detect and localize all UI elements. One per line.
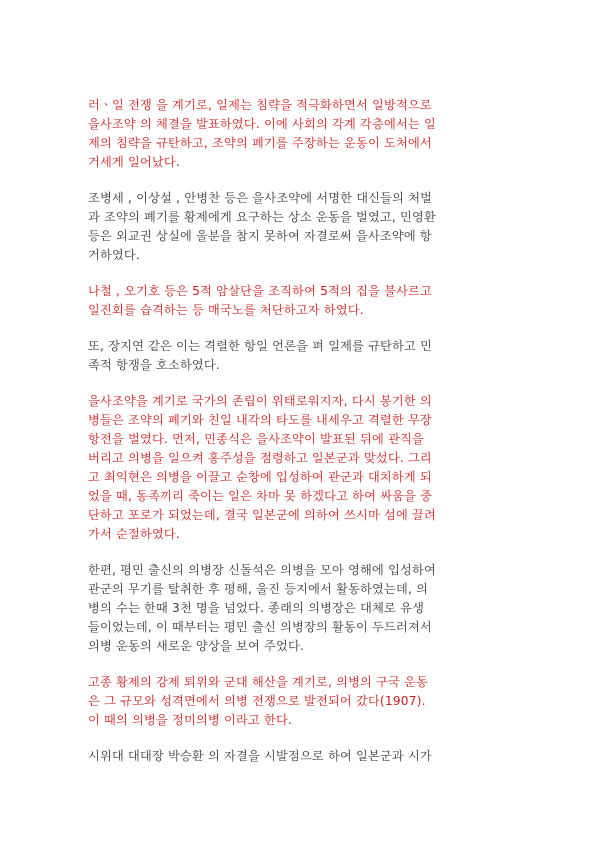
paragraph-commoner-leader: [88, 561, 525, 656]
text-line: 은 그 규모와 성격면에서 의병 전쟁으로 발전되어 갔다(1907).: [88, 694, 426, 708]
text-line: 을사조약 의 체결을 발표하였다. 이에 사회의 각계 각층에서는 일: [88, 117, 436, 131]
text-line: 병의 수는 한때 3천 명을 넘었다. 종래의 의병장은 대체로 유생: [88, 601, 425, 615]
paragraph-petition-movement: [88, 189, 525, 265]
text-line: 거세게 일어났다.: [88, 155, 180, 169]
text-line: 버리고 의병을 일으켜 홍주성을 점령하고 일본군과 맞섰다. 그리: [88, 451, 432, 465]
text-line: 의병 운동의 새로운 양상을 보여 주었다.: [88, 639, 305, 653]
text-line: 한편, 평민 출신의 의병장 신돌석은 의병을 모아 영해에 입성하여: [88, 563, 436, 577]
text-line: 가서 순절하였다.: [88, 527, 180, 541]
text-line: 과 조약의 폐기를 황제에게 요구하는 상소 운동을 벌였고, 민영환: [88, 210, 436, 224]
text-line: 었을 때, 동족끼리 죽이는 일은 차마 못 하겠다고 하여 싸움을 중: [88, 489, 433, 503]
text-line: 등은 외교권 상실에 울분을 참지 못하여 자결로써 을사조약에 항: [88, 229, 432, 243]
text-line: 일진회를 습격하는 등 매국노를 처단하고자 하였다.: [88, 303, 364, 317]
text-line: 족적 항쟁을 호소하였다.: [88, 358, 220, 372]
text-line: 고 최익현은 의병을 이끌고 순창에 입성하여 관군과 대치하게 되: [88, 470, 432, 484]
text-line: 고종 황제의 강제 퇴위와 군대 해산을 계기로, 의병의 구국 운동: [88, 675, 429, 689]
text-line: 러ㆍ일 전쟁 을 계기로, 일제는 침략을 적극화하면서 일방적으로: [88, 98, 432, 112]
paragraph-jeongmi-army: [88, 673, 525, 730]
text-line: 병들은 조약의 폐기와 친일 내각의 타도를 내세우고 격렬한 무장: [88, 413, 432, 427]
text-line: 을사조약을 계기로 국가의 존립이 위태로워지자, 다시 봉기한 의: [88, 394, 432, 408]
text-line: 관군의 무기를 탈취한 후 평해, 울진 등지에서 활동하였는데, 의: [88, 582, 429, 596]
text-line: 시위대 대대장 박승환 의 자결을 시발점으로 하여 일본군과 시가: [88, 749, 432, 763]
paragraph-assassination-group: [88, 282, 525, 320]
text-line: 제의 침략을 규탄하고, 조약의 폐기를 주장하는 운동이 도처에서: [88, 136, 432, 150]
paragraph-battalion-commander: [88, 747, 525, 766]
text-line: 단하고 포로가 되었는데, 결국 일본군에 의하여 쓰시마 섬에 끌려: [88, 508, 436, 522]
text-line: 항전을 벌였다. 먼저, 민종식은 을사조약이 발표된 뒤에 관직을: [88, 432, 424, 446]
text-line: 조병세 , 이상설 , 안병찬 등은 을사조약에 서명한 대신들의 처벌: [88, 191, 433, 205]
text-line: 거하였다.: [88, 248, 140, 262]
text-line: 들이었는데, 이 때부터는 평민 출신 의병장의 활동이 두드러져서: [88, 620, 432, 634]
paragraph-press-resistance: [88, 337, 525, 375]
text-line: 또, 장지연 같은 이는 격렬한 항일 언론을 펴 일제를 규탄하고 민: [88, 339, 433, 353]
paragraph-eulsa-treaty: [88, 96, 525, 172]
text-line: 이 때의 의병을 정미의병 이라고 한다.: [88, 713, 293, 727]
paragraph-righteous-army: [88, 392, 525, 544]
text-line: 나철 , 오기호 등은 5적 암살단을 조직하여 5적의 집을 불사르고: [88, 284, 433, 298]
